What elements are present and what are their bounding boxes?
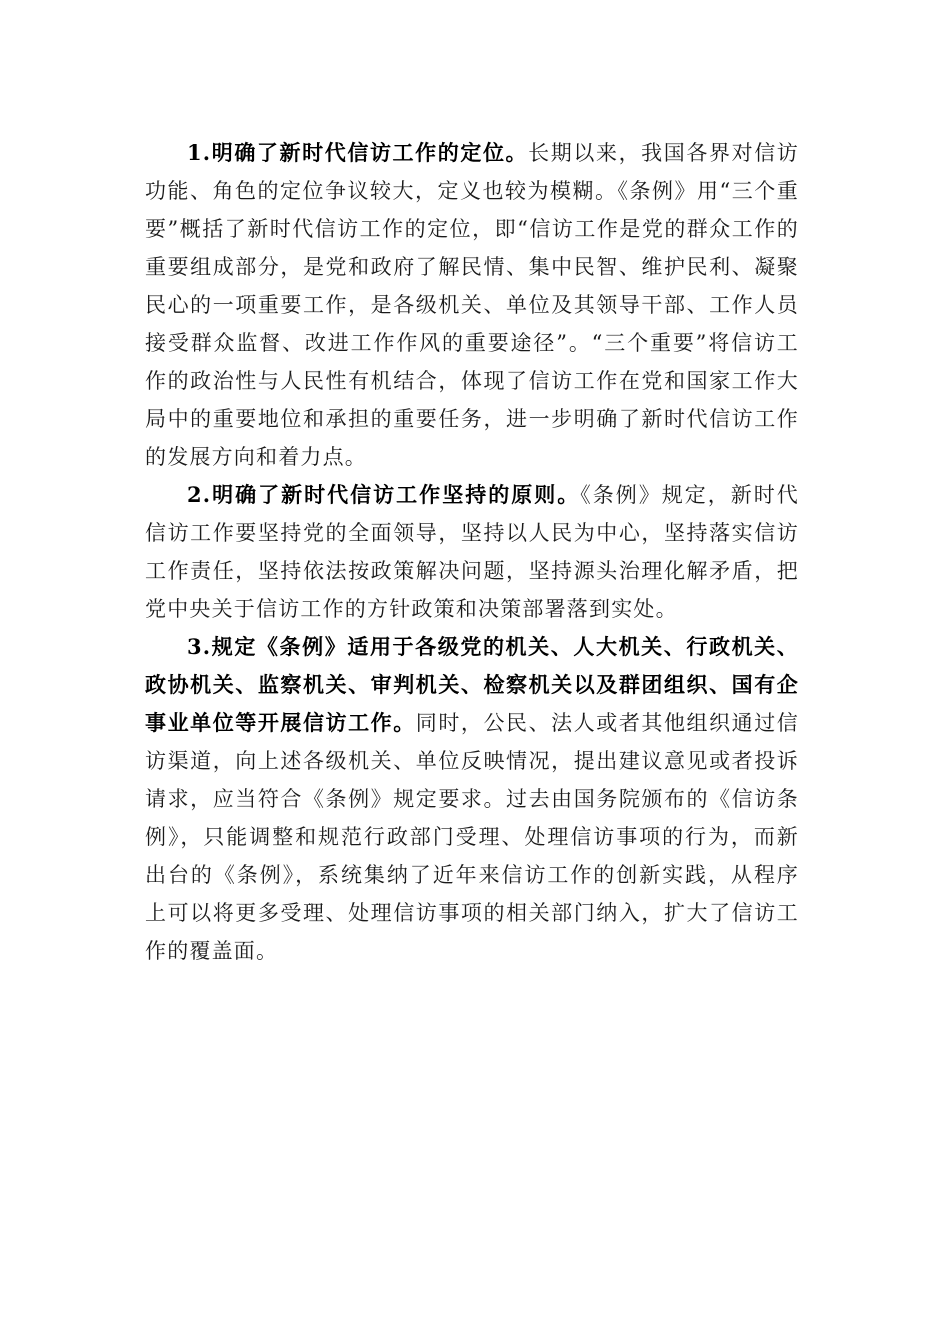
paragraph-1 (145, 134, 799, 476)
document-body (145, 134, 799, 970)
paragraph-2-text: 《条例》规定，新时代信访工作要坚持党的全面领导，坚持以人民为中心，坚持落实信访工作责任，坚持依法按政策解决问题，坚持源头治理化解矛盾，把党中央关于信访工作的方针政策和决策部署落到实处。 (145, 483, 799, 621)
paragraph-3-heading: 3.规定《条例》适用于各级党的机关、人大机关、行政机关、政协机关、监察机关、审判机关、检察机关以及群团组织、国有企事业单位等开展信访工作。 (145, 634, 799, 735)
paragraph-3 (145, 628, 799, 970)
paragraph-2-heading: 2.明确了新时代信访工作坚持的原则。 (187, 482, 581, 507)
paragraph-1-text: 长期以来，我国各界对信访功能、角色的定位争议较大，定义也较为模糊。《条例》用“三个重要”概括了新时代信访工作的定位，即“信访工作是党的群众工作的重要组成部分，是党和政府了解民情、集中民智、维护民利、凝聚民心的一项重要工作，是各级机关、单位及其领导干部、工作人员接受群众监督、改进工作作风的重要途径”。“三个重要”将信访工作的政治性与人民性有机结合，体现了信访工作在党和国家工作大局中的重要地位和承担的重要任务，进一步明确了新时代信访工作的发展方向和着力点。 (145, 141, 799, 469)
paragraph-3-text: 同时，公民、法人或者其他组织通过信访渠道，向上述各级机关、单位反映情况，提出建议意见或者投诉请求，应当符合《条例》规定要求。过去由国务院颁布的《信访条例》，只能调整和规范行政部门受理、处理信访事项的行为，而新出台的《条例》，系统集纳了近年来信访工作的创新实践，从程序上可以将更多受理、处理信访事项的相关部门纳入，扩大了信访工作的覆盖面。 (145, 711, 799, 963)
paragraph-1-heading: 1.明确了新时代信访工作的定位。 (187, 140, 529, 165)
paragraph-2 (145, 476, 799, 628)
